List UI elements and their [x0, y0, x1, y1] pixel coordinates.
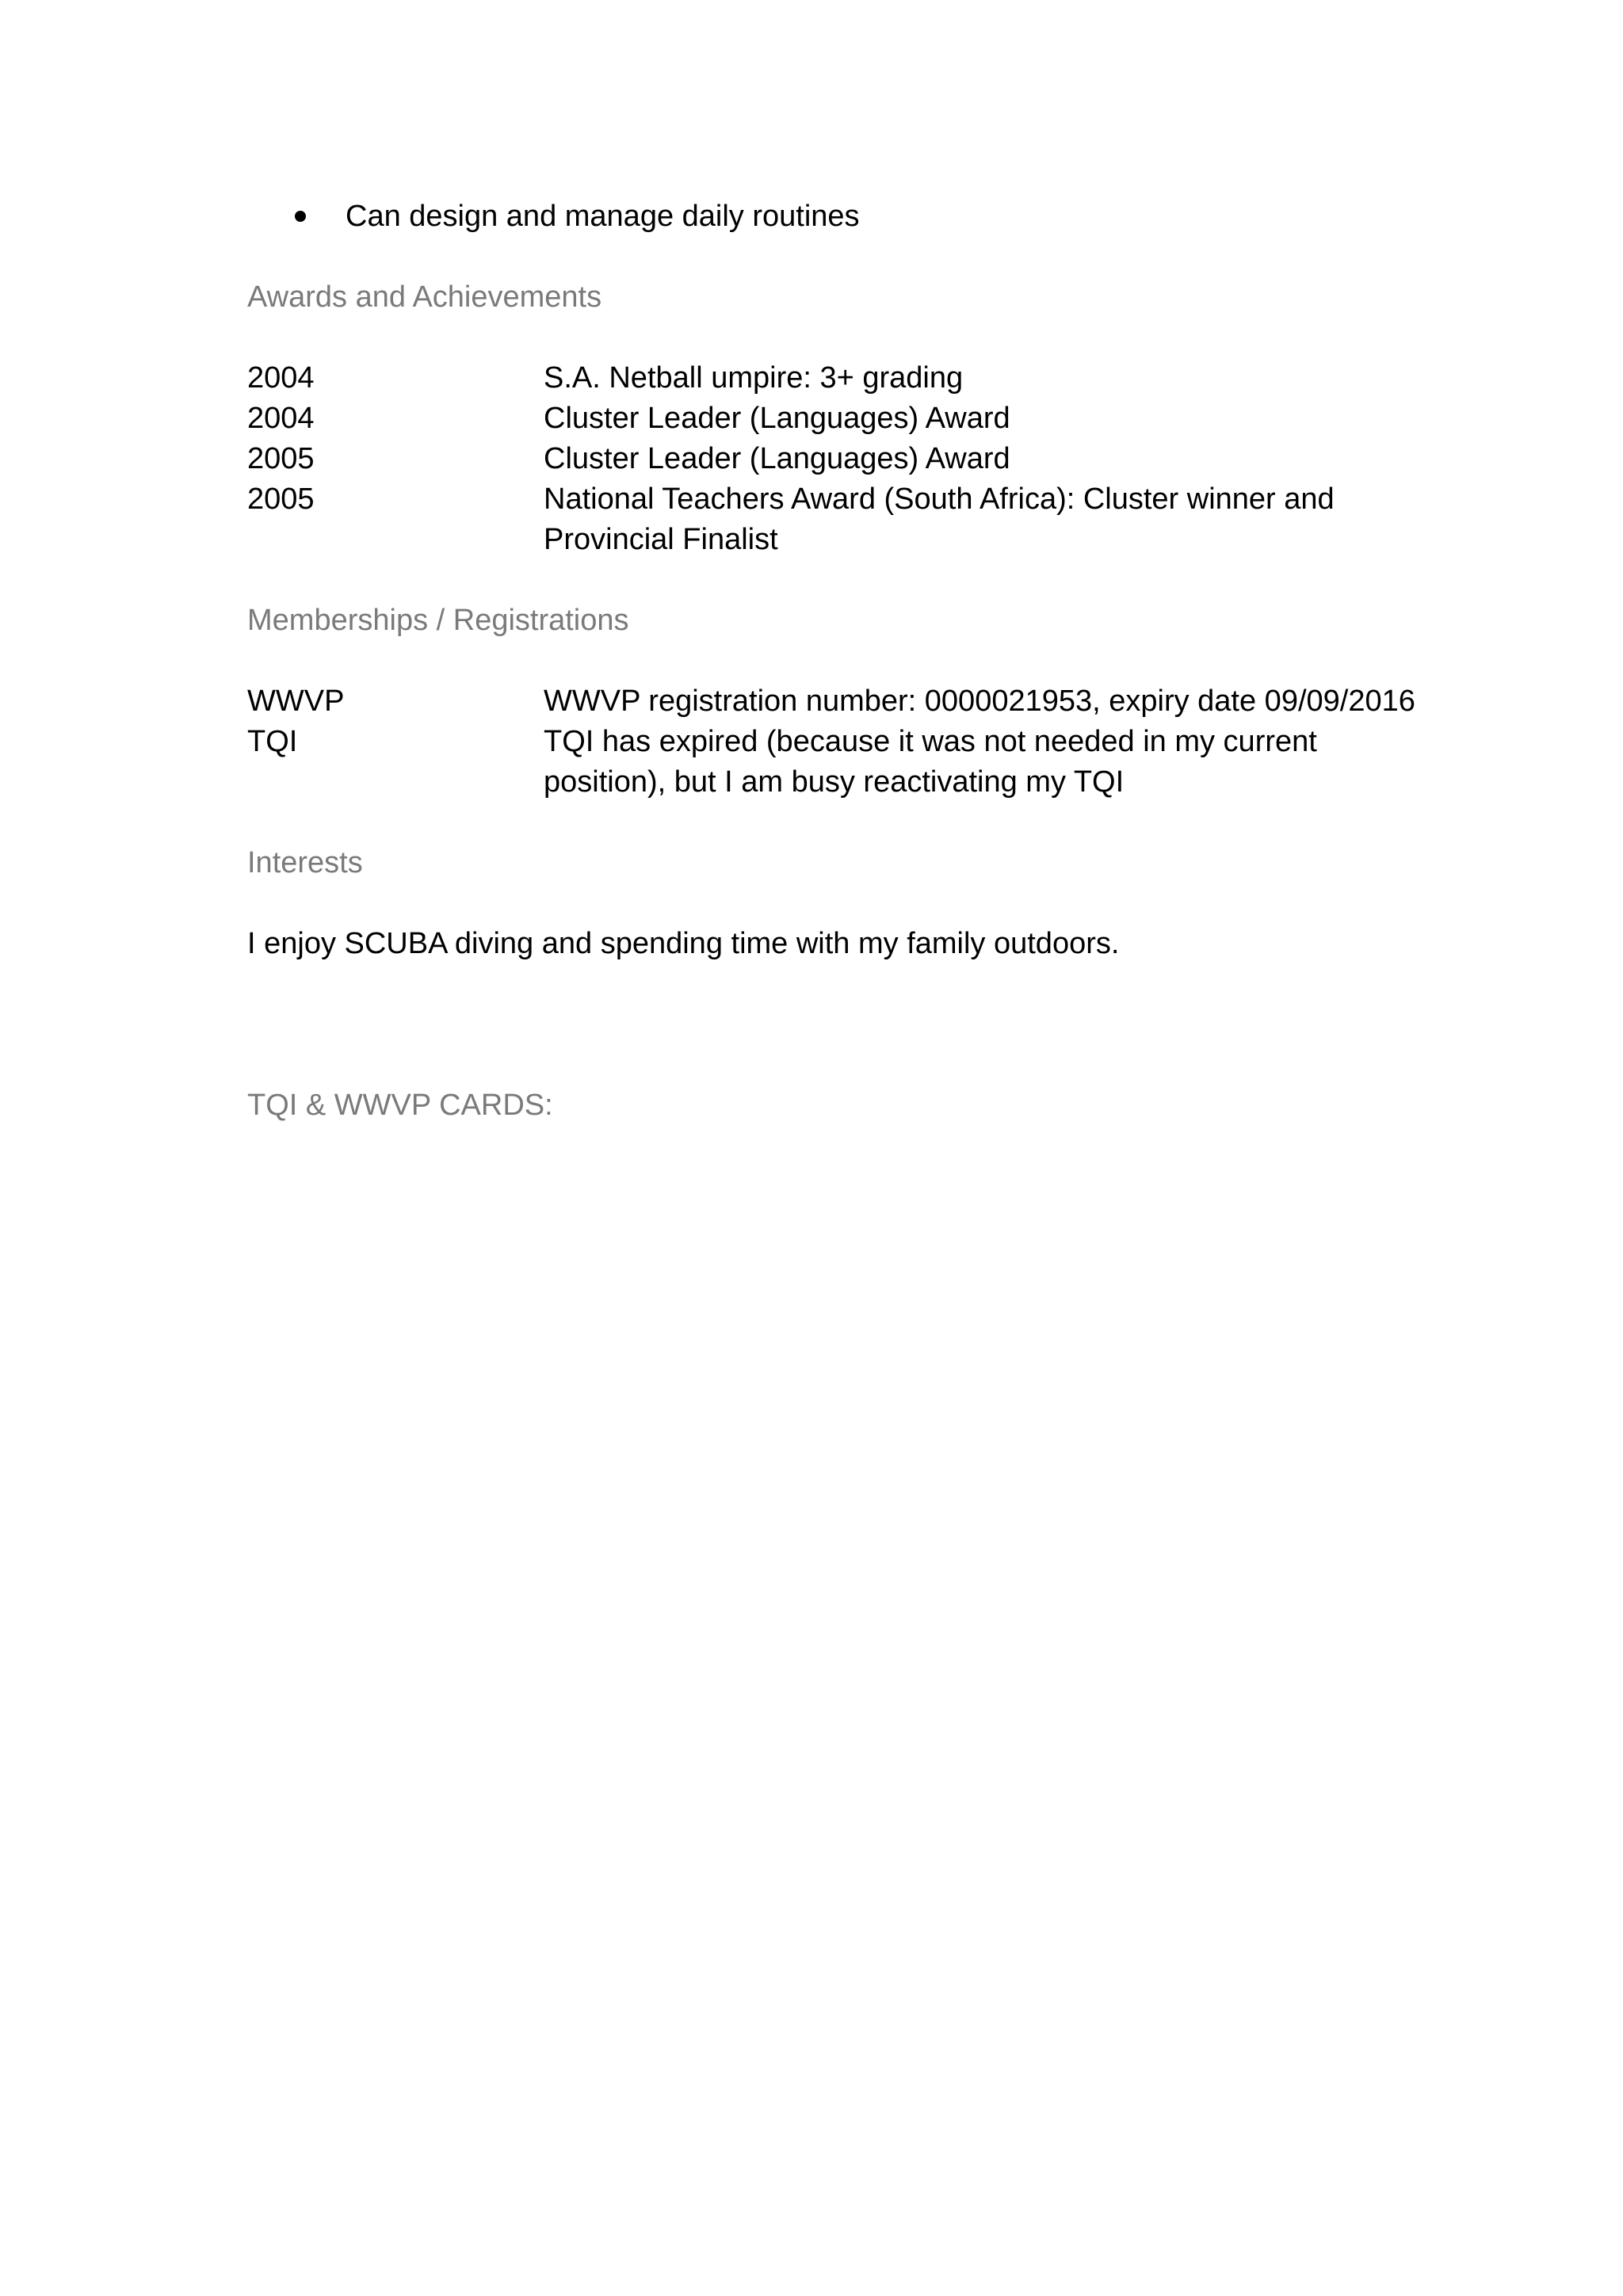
membership-key: TQI: [247, 725, 298, 758]
table-row: [247, 681, 1420, 722]
section-heading-memberships: Memberships / Registrations: [247, 604, 629, 637]
award-year: 2005: [247, 442, 315, 475]
section-heading-interests: Interests: [247, 846, 363, 879]
section-heading-awards: Awards and Achievements: [247, 280, 602, 314]
list-item-text: Can design and manage daily routines: [346, 200, 860, 233]
membership-key: WWVP: [247, 685, 345, 718]
memberships-table: [247, 681, 1420, 803]
table-row: [247, 722, 1420, 803]
award-year: 2004: [247, 402, 315, 435]
award-text: Cluster Leader (Languages) Award: [544, 402, 1010, 435]
table-row: [247, 358, 1420, 399]
award-text: National Teachers Award (South Africa): Cluster winner and Provincial Finalist: [544, 482, 1335, 556]
table-row: [247, 479, 1420, 560]
interests-text: I enjoy SCUBA diving and spending time with my family outdoors.: [247, 927, 1120, 960]
table-row: [247, 439, 1420, 479]
membership-text: TQI has expired (because it was not needed in my current position), but I am busy reactivating my TQI: [544, 725, 1317, 799]
award-text: Cluster Leader (Languages) Award: [544, 442, 1010, 475]
bullet-icon: [295, 211, 306, 222]
award-text: S.A. Netball umpire: 3+ grading: [544, 361, 964, 395]
table-row: [247, 399, 1420, 439]
award-year: 2005: [247, 482, 315, 516]
section-heading-cards: TQI & WWVP CARDS:: [247, 1089, 553, 1122]
list-item: [247, 196, 1420, 237]
award-year: 2004: [247, 361, 315, 395]
awards-table: [247, 358, 1420, 560]
membership-text: WWVP registration number: 0000021953, expiry date 09/09/2016: [544, 685, 1415, 718]
document-page: [247, 196, 1420, 1126]
